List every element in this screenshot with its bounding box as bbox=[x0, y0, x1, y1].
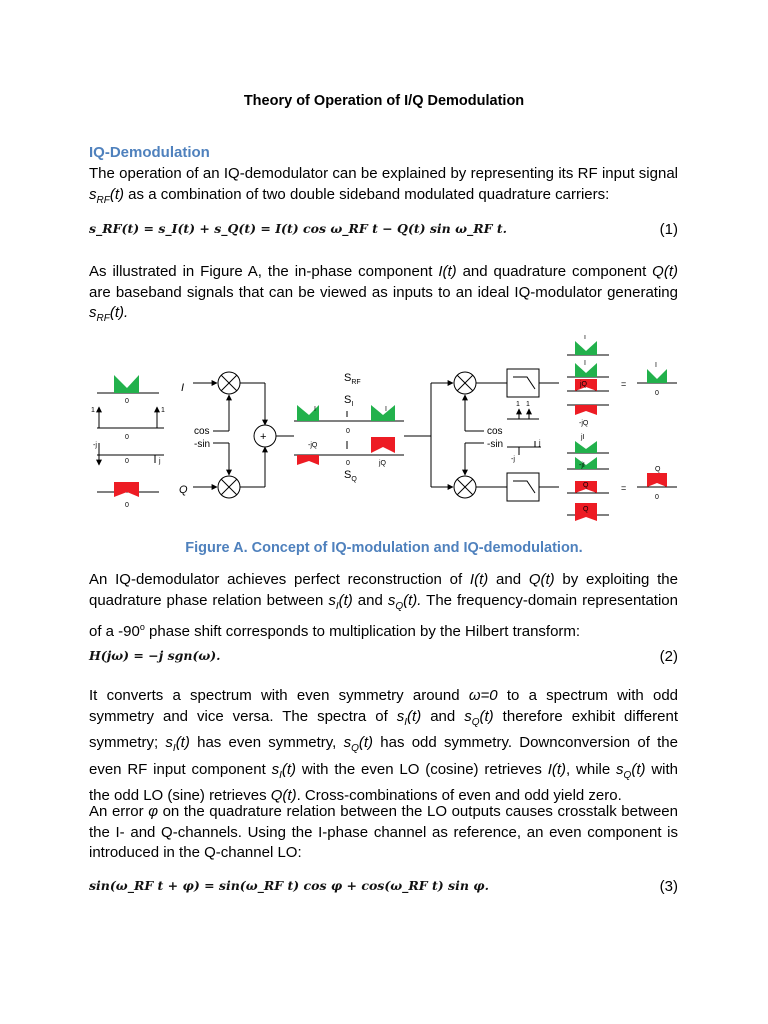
paragraph-1: The operation of an IQ-demodulator can be explained by representing its RF input signal $s_{RF}(t)$ as a combination of two double sideband modulated quadrature carriers: bbox=[89, 165, 678, 206]
output-stack-Q bbox=[567, 434, 609, 521]
svg-text:SQ: $S_Q$ bbox=[344, 469, 357, 483]
equation-2: H(jω) = −j sgn(ω). bbox=[89, 648, 221, 663]
svg-text:0: 0 bbox=[346, 460, 350, 467]
svg-text:-sin: -sin bbox=[487, 439, 504, 450]
svg-text:-j: -j bbox=[93, 442, 97, 449]
equation-1: s_RF(t) = s_I(t) + s_Q(t) = I(t) cos ω_RF t − Q(t) sin ω_RF t. bbox=[89, 221, 508, 236]
svg-text:1: 1 bbox=[161, 407, 165, 414]
output-stack-I bbox=[567, 335, 609, 427]
svg-text:jQ: jQ bbox=[580, 381, 587, 388]
svg-text:0: 0 bbox=[655, 390, 659, 397]
svg-text:1: 1 bbox=[516, 401, 520, 408]
svg-text:Q: Q bbox=[655, 466, 661, 473]
lo-cos-spectrum bbox=[91, 407, 165, 441]
equation-2-number: (2) bbox=[659, 648, 678, 665]
svg-text:=: = bbox=[621, 483, 627, 493]
svg-text:SRF: $S_{RF}$ bbox=[344, 372, 361, 386]
svg-text:-jQ: -jQ bbox=[579, 420, 589, 427]
svg-text:1: 1 bbox=[91, 407, 95, 414]
svg-text:0: 0 bbox=[125, 434, 129, 441]
input-spectrum-I bbox=[97, 375, 159, 405]
svg-text:1: 1 bbox=[526, 401, 530, 408]
svg-text:jI: jI bbox=[581, 434, 585, 441]
document-title: Theory of Operation of I/Q Demodulation bbox=[243, 93, 525, 109]
paragraph-2: As illustrated in Figure A, the in-phase component I(t) and quadrature component Q(t) are baseband signals that can be viewed as inputs to an ideal IQ-modulator generating $s_{RF}(t)$. bbox=[89, 263, 678, 324]
svg-text:I: I bbox=[385, 406, 387, 413]
result-spectrum-Q bbox=[637, 466, 677, 501]
lo-sin-spectrum bbox=[93, 442, 164, 465]
figure-a-diagram bbox=[89, 335, 681, 530]
label-Q: Q bbox=[179, 484, 188, 496]
svg-text:j: j bbox=[159, 458, 161, 465]
section-heading: IQ-Demodulation bbox=[89, 144, 210, 161]
equation-2-row bbox=[89, 648, 678, 670]
svg-text:-sin: -sin bbox=[194, 439, 211, 450]
svg-text:j: j bbox=[539, 440, 541, 447]
rf-spectrum-sI bbox=[294, 405, 404, 435]
svg-text:+: + bbox=[260, 431, 267, 443]
result-spectrum-I bbox=[637, 362, 677, 397]
rf-spectrum-sQ bbox=[294, 437, 404, 467]
figure-caption: Figure A. Concept of IQ-modulation and IQ-demodulation. bbox=[185, 540, 583, 556]
svg-text:-jQ: -jQ bbox=[308, 442, 318, 449]
svg-text:0: 0 bbox=[125, 398, 129, 405]
svg-text:-jI: -jI bbox=[579, 462, 585, 469]
paragraph-5: An error φ on the quadrature relation between the LO outputs causes crosstalk between the I- and Q-channels. Using the I-phase channel as reference, an even component is introduced in the Q-channel LO: bbox=[89, 803, 678, 861]
svg-text:=: = bbox=[621, 379, 627, 389]
label-I: I bbox=[181, 382, 185, 394]
svg-text:jQ: jQ bbox=[379, 460, 386, 467]
svg-text:cos: cos bbox=[487, 426, 503, 437]
equation-1-number: (1) bbox=[659, 221, 678, 238]
input-spectrum-Q bbox=[97, 482, 159, 509]
svg-text:cos: cos bbox=[194, 426, 210, 437]
svg-text:0: 0 bbox=[655, 494, 659, 501]
paragraph-4: It converts a spectrum with even symmetry around ω=0 to a spectrum with odd symmetry and vice versa. The spectra of $s_I(t)$ and $s_Q(t)$ therefore exhibit different symmetry; $s_I(t)$ has even symmetry, $s_Q(t)$ has odd symmetry. Downconversion of the even RF input component $s_I(t)$ with the even LO (cosine) retrieves I(t), while $s_Q(t)$ with the odd LO (sine) retrieves Q(t). Cross-combinations of even and odd yield zero. bbox=[89, 687, 679, 804]
paragraph-3: An IQ-demodulator achieves perfect reconstruction of I(t) and Q(t) by exploiting the quadrature phase relation between $s_I(t)$ and $s_Q(t)$. The frequency-domain representation of a -90$^o$ phase shift corresponds to multiplication by the Hilbert transform: bbox=[89, 571, 678, 640]
svg-text:0: 0 bbox=[346, 428, 350, 435]
svg-text:SI: $S_I$ bbox=[344, 394, 354, 408]
svg-text:I: I bbox=[655, 362, 657, 369]
svg-text:0: 0 bbox=[125, 458, 129, 465]
svg-text:I: I bbox=[584, 360, 586, 367]
svg-text:I: I bbox=[314, 406, 316, 413]
lpf-bottom bbox=[507, 473, 539, 501]
svg-text:0: 0 bbox=[125, 502, 129, 509]
equation-3-number: (3) bbox=[659, 878, 678, 895]
svg-text:Q: Q bbox=[583, 482, 589, 489]
lo-spectrum-demod bbox=[507, 401, 541, 463]
equation-1-row bbox=[89, 221, 678, 243]
svg-text:Q: Q bbox=[583, 506, 589, 513]
lpf-top bbox=[507, 369, 539, 397]
svg-text:I: I bbox=[584, 335, 586, 341]
equation-3-row bbox=[89, 878, 678, 900]
svg-text:-j: -j bbox=[511, 456, 515, 463]
equation-3: sin(ω_RF t + φ) = sin(ω_RF t) cos φ + cos(ω_RF t) sin φ. bbox=[89, 878, 489, 893]
